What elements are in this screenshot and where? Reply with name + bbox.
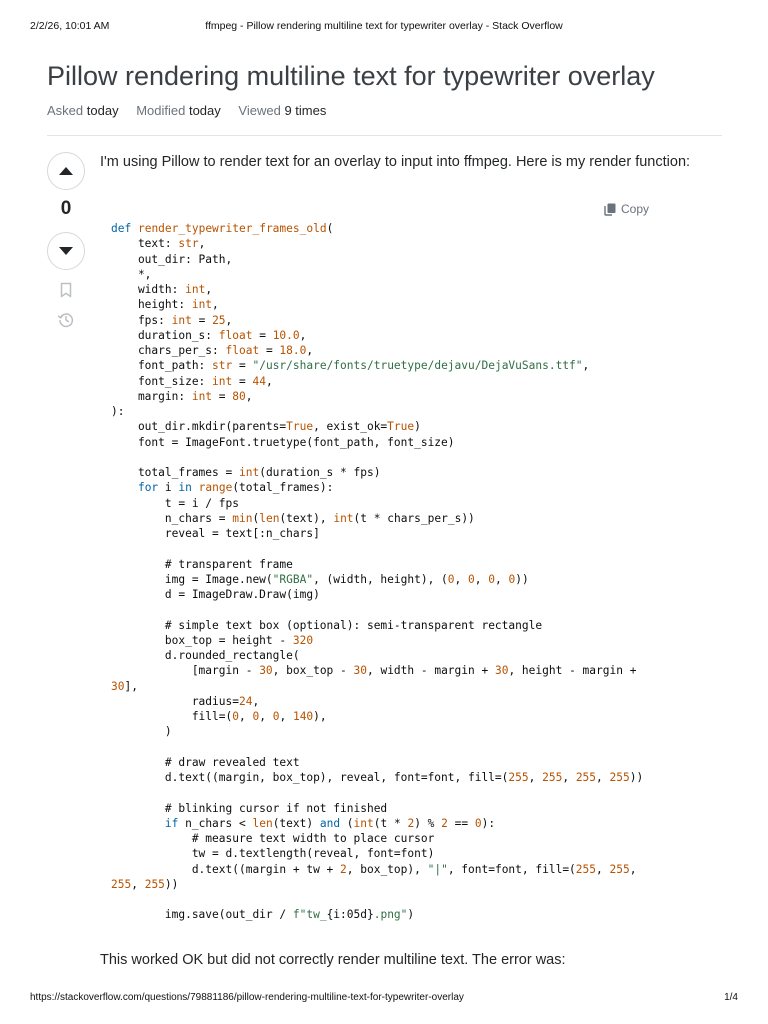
code-line: if n_chars < len(text) and (int(t * 2) % 2 == 0): (164, 816, 496, 830)
code-block[interactable] (111, 221, 671, 923)
asked-label: Asked (47, 103, 84, 118)
code-line: reveal = text[:n_chars] (111, 527, 320, 540)
code-line: ) (111, 725, 172, 739)
code-line: font_path: str = "/usr/share/fonts/truetype/dejavu/DejaVuSans.ttf", (111, 359, 590, 373)
code-line: # transparent frame (164, 557, 293, 571)
print-url: https://stackoverflow.com/questions/79881186/pillow-rendering-multiline-text-for-typewriter-overlay (30, 992, 464, 1003)
code-line: # blinking cursor if not finished (164, 801, 388, 815)
code-line: tw = d.textlength(reveal, font=font) (111, 847, 435, 861)
code-line: def render_typewriter_frames_old( (111, 222, 334, 235)
code-line (111, 541, 671, 556)
copy-code-button[interactable] (603, 200, 649, 218)
code-line: for i in range(total_frames): (137, 481, 334, 495)
title-divider (47, 135, 722, 136)
viewed-value: 9 times (284, 103, 327, 118)
meta-modified (136, 103, 224, 118)
code-line: d.text((margin + tw + 2, box_top), "|", font=font, fill=(255, 255, (111, 862, 637, 876)
upvote-button[interactable] (47, 152, 85, 190)
code-line (111, 450, 671, 465)
downvote-button[interactable] (47, 232, 85, 270)
code-line: font_size: int = 44, (111, 374, 273, 388)
modified-value[interactable]: today (188, 103, 221, 118)
code-line: radius=24, (111, 694, 260, 708)
code-line: # simple text box (optional): semi-transparent rectangle (164, 618, 543, 632)
code-line: font = ImageFont.truetype(font_path, font_size) (111, 435, 455, 449)
code-line: box_top = height - 320 (111, 633, 314, 647)
code-line (111, 602, 671, 617)
triangle-down-icon (58, 243, 74, 259)
code-line: total_frames = int(duration_s * fps) (111, 466, 381, 479)
code-line: 255, 255)) (111, 877, 179, 891)
code-line: d = ImageDraw.Draw(img) (111, 588, 320, 601)
bookmark-button[interactable] (57, 281, 75, 299)
code-line: ): (111, 405, 125, 418)
question-meta (47, 103, 340, 118)
history-icon (57, 311, 75, 329)
code-line: # draw revealed text (164, 755, 300, 769)
code-line: d.rounded_rectangle( (111, 649, 300, 662)
question-outro-text: This worked OK but did not correctly render multiline text. The error was: (100, 952, 566, 968)
copy-label: Copy (621, 202, 650, 216)
code-line: # measure text width to place cursor (191, 832, 435, 845)
viewed-label: Viewed (238, 103, 281, 118)
question-intro-text: I'm using Pillow to render text for an overlay to input into ffmpeg. Here is my render function: (100, 154, 691, 170)
copy-icon (603, 202, 617, 216)
code-line: *, (111, 267, 152, 281)
print-date: 2/2/26, 10:01 AM (30, 20, 110, 32)
code-line: out_dir.mkdir(parents=True, exist_ok=True) (111, 420, 421, 434)
code-line: n_chars = min(len(text), int(t * chars_per_s)) (111, 511, 475, 525)
code-line: img = Image.new("RGBA", (width, height), (0, 0, 0, 0)) (111, 572, 529, 586)
bookmark-icon (57, 281, 75, 299)
code-line: text: str, (111, 237, 206, 251)
code-line (111, 740, 671, 755)
code-line: fps: int = 25, (111, 313, 233, 327)
code-line: t = i / fps (111, 496, 239, 510)
print-footer (0, 992, 768, 1006)
code-line: out_dir: Path, (111, 252, 233, 266)
print-page-number: 1/4 (724, 992, 738, 1003)
triangle-up-icon (58, 163, 74, 179)
code-line: width: int, (111, 283, 213, 296)
code-line: 30], (111, 679, 138, 693)
code-line: margin: int = 80, (111, 389, 253, 403)
print-page-title: ffmpeg - Pillow rendering multiline text for typewriter overlay - Stack Overflow (205, 20, 563, 32)
code-line: height: int, (111, 298, 219, 312)
code-line: duration_s: float = 10.0, (111, 328, 307, 342)
modified-label: Modified (136, 103, 186, 118)
code-line: [margin - 30, box_top - 30, width - margin + 30, height - margin + (111, 664, 637, 678)
code-line: img.save(out_dir / f"tw_{i:05d}.png") (111, 908, 415, 922)
timeline-button[interactable] (57, 311, 75, 329)
code-line (111, 785, 671, 800)
question-title[interactable]: Pillow rendering multiline text for typewriter overlay (47, 61, 655, 91)
asked-value: today (86, 103, 119, 118)
meta-viewed (238, 103, 326, 118)
code-line: fill=(0, 0, 0, 140), (111, 710, 327, 723)
code-line (111, 892, 671, 907)
code-line: chars_per_s: float = 18.0, (111, 344, 314, 357)
meta-asked (47, 103, 122, 118)
code-line: d.text((margin, box_top), reveal, font=font, fill=(255, 255, 255, 255)) (111, 771, 644, 784)
vote-score: 0 (60, 198, 72, 219)
print-header (0, 20, 768, 34)
